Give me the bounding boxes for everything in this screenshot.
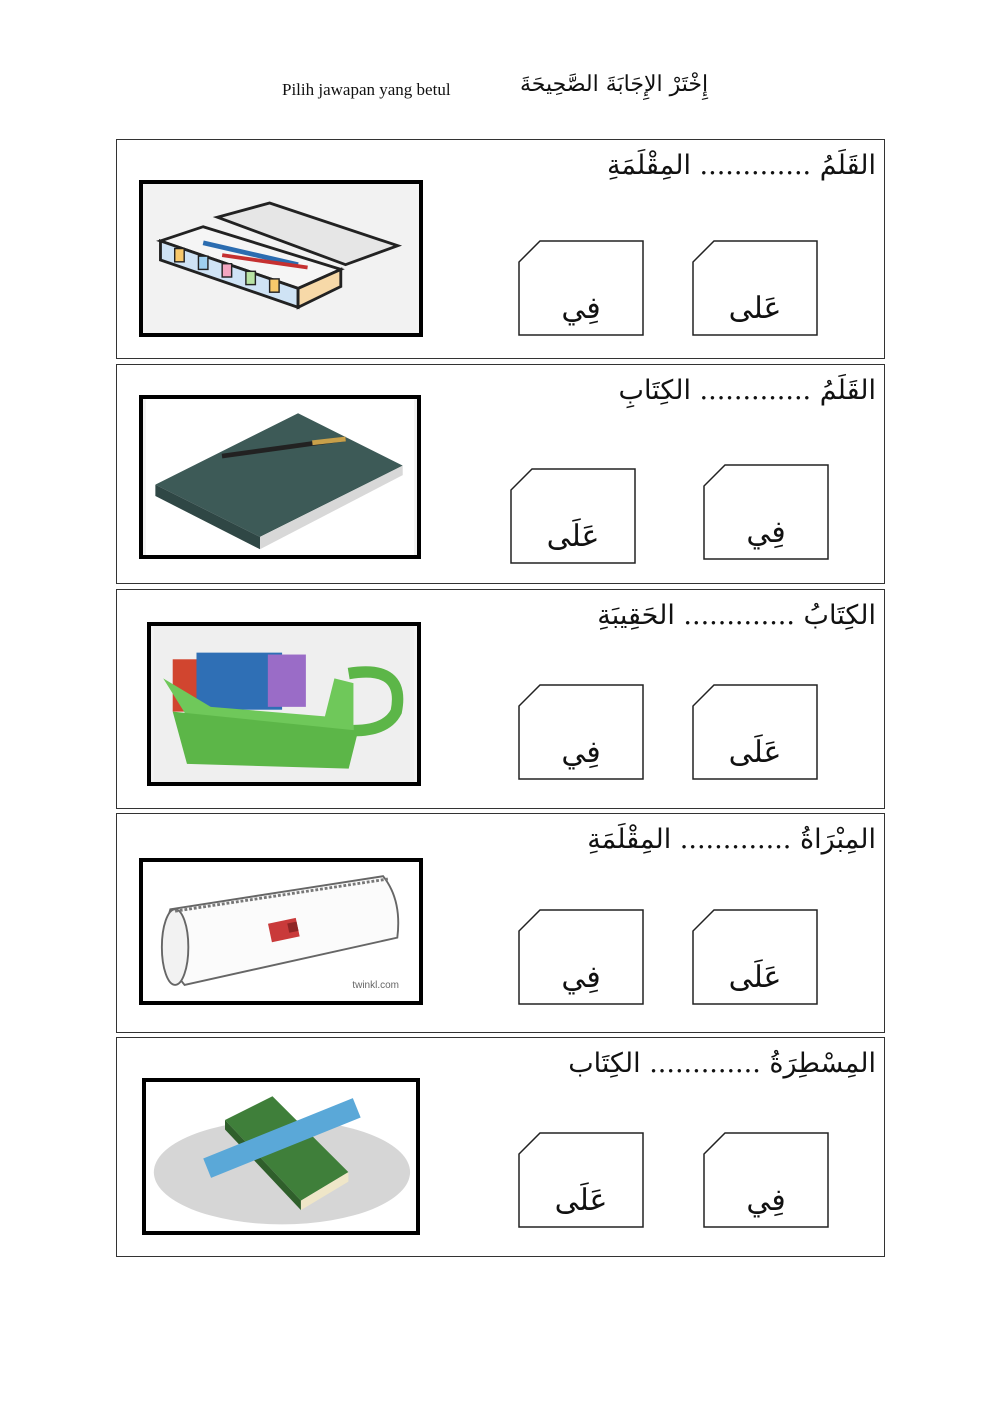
option-label: عَلَى bbox=[554, 1183, 608, 1218]
image-watermark: twinkl.com bbox=[352, 980, 399, 991]
option-label: فِي bbox=[746, 515, 786, 550]
question-sentence: القَلَمُ ............. الكِتَابِ bbox=[618, 375, 876, 406]
question-sentence: الكِتَابُ ............. الحَقِيبَةِ bbox=[597, 600, 876, 631]
instruction-arabic: إِخْتَرْ الإِجَابَةَ الصَّحِيحَةَ bbox=[520, 72, 709, 97]
question-card-3 bbox=[116, 589, 885, 809]
answer-option-3b[interactable] bbox=[518, 684, 644, 780]
book-with-pen-icon bbox=[139, 395, 421, 559]
question-sentence: المِسْطِرَةُ ............. الكِتَاب bbox=[568, 1048, 876, 1079]
pencil-case-icon bbox=[139, 180, 423, 337]
question-card-4 bbox=[116, 813, 885, 1033]
option-label: عَلى bbox=[728, 291, 782, 326]
question-card-1 bbox=[116, 139, 885, 359]
ruler-on-book-icon bbox=[142, 1078, 420, 1235]
question-card-5 bbox=[116, 1037, 885, 1257]
option-label: فِي bbox=[561, 291, 601, 326]
question-sentence: القَلَمُ ............. المِقْلَمَةِ bbox=[606, 150, 876, 181]
answer-option-1b[interactable] bbox=[518, 240, 644, 336]
option-label: فِي bbox=[561, 735, 601, 770]
answer-option-5b[interactable] bbox=[518, 1132, 644, 1228]
answer-option-2b[interactable] bbox=[510, 468, 636, 564]
option-label: فِي bbox=[561, 960, 601, 995]
question-card-2 bbox=[116, 364, 885, 584]
answer-option-4b[interactable] bbox=[518, 909, 644, 1005]
option-label: عَلَى bbox=[728, 735, 782, 770]
answer-option-2a[interactable] bbox=[703, 464, 829, 560]
option-label: عَلَى bbox=[728, 960, 782, 995]
worksheet-header bbox=[0, 72, 1000, 112]
answer-option-3a[interactable] bbox=[692, 684, 818, 780]
bag-with-books-icon bbox=[147, 622, 421, 786]
answer-option-4a[interactable] bbox=[692, 909, 818, 1005]
option-label: عَلَى bbox=[546, 519, 600, 554]
pencil-pouch-with-sharpener-icon bbox=[139, 858, 423, 1005]
answer-option-1a[interactable] bbox=[692, 240, 818, 336]
instruction-latin: Pilih jawapan yang betul bbox=[282, 80, 451, 99]
option-label: فِي bbox=[746, 1183, 786, 1218]
answer-option-5a[interactable] bbox=[703, 1132, 829, 1228]
question-sentence: المِبْرَاةُ ............. المِقْلَمَةِ bbox=[587, 824, 876, 855]
